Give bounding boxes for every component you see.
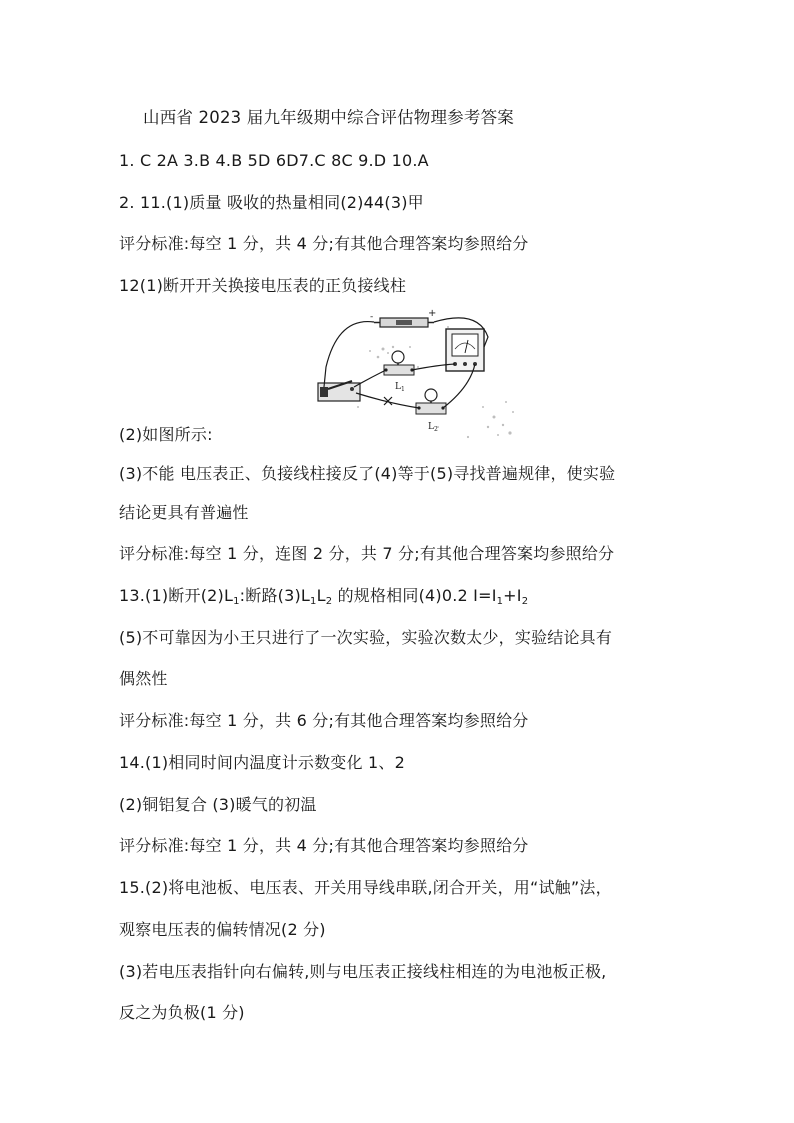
answer-line-15-2: 15.(2)将电池板、电压表、开关用导线串联,闭合开关，用“试触”法， — [119, 878, 612, 897]
circuit-diagram — [298, 307, 520, 447]
page-title: 山西省 2023 届九年级期中综合评估物理参考答案 — [143, 108, 514, 127]
scan-noise — [357, 326, 514, 438]
answer-line-15-3-cont: 反之为负极(1 分) — [119, 1003, 245, 1022]
answer-line-12-1: 12(1)断开开关换接电压表的正负接线柱 — [119, 276, 407, 295]
lamp-l2 — [416, 389, 446, 414]
battery-minus-label: - — [370, 312, 374, 322]
answer-line-14-1: 14.(1)相同时间内温度计示数变化 1、2 — [119, 753, 405, 772]
battery — [370, 308, 436, 327]
answer-line-11: 2. 11.(1)质量 吸收的热量相同(2)44(3)甲 — [119, 193, 424, 212]
answer-line-13-cont: 偶然性 — [119, 669, 168, 688]
lamp-l2-label: $L_2$ — [428, 422, 438, 433]
answer-line-13-5: (5)不可靠因为小王只进行了一次实验，实验次数太少，实验结论具有 — [119, 628, 613, 647]
scoring-note-14: 评分标准:每空 1 分，共 4 分;有其他合理答案均参照给分 — [119, 836, 529, 855]
answer-line-12-3: (3)不能 电压表正、负接线柱接反了(4)等于(5)寻找普遍规律，使实验 — [119, 464, 616, 483]
answer-line-mc: 1. C 2A 3.B 4.B 5D 6D7.C 8C 9.D 10.A — [119, 151, 429, 170]
answer-line-12-cont: 结论更具有普遍性 — [119, 503, 249, 522]
answer-line-15-3: (3)若电压表指针向右偏转,则与电压表正接线柱相连的为电池板正极, — [119, 962, 607, 981]
answer-line-15-2-cont: 观察电压表的偏转情况(2 分) — [119, 920, 326, 939]
battery-plus-label: + — [428, 308, 437, 319]
scoring-note-13: 评分标准:每空 1 分，共 6 分;有其他合理答案均参照给分 — [119, 711, 529, 730]
lamp-l1-label: $L_1$ — [395, 382, 405, 393]
answer-line-12-2: (2)如图所示: — [119, 425, 213, 444]
scoring-note-12: 评分标准:每空 1 分，连图 2 分，共 7 分;有其他合理答案均参照给分 — [119, 544, 615, 563]
scoring-note-11: 评分标准:每空 1 分，共 4 分;有其他合理答案均参照给分 — [119, 234, 529, 253]
answer-line-13: 13.(1)断开$(2)L_1$:断路$(3)L_1L_2$ 的规格相同(4)0.2 $I=I_1+I_2$ — [119, 586, 529, 607]
answer-line-14-2: (2)铜铝复合 (3)暖气的初温 — [119, 795, 317, 814]
lamp-l1 — [384, 351, 414, 375]
